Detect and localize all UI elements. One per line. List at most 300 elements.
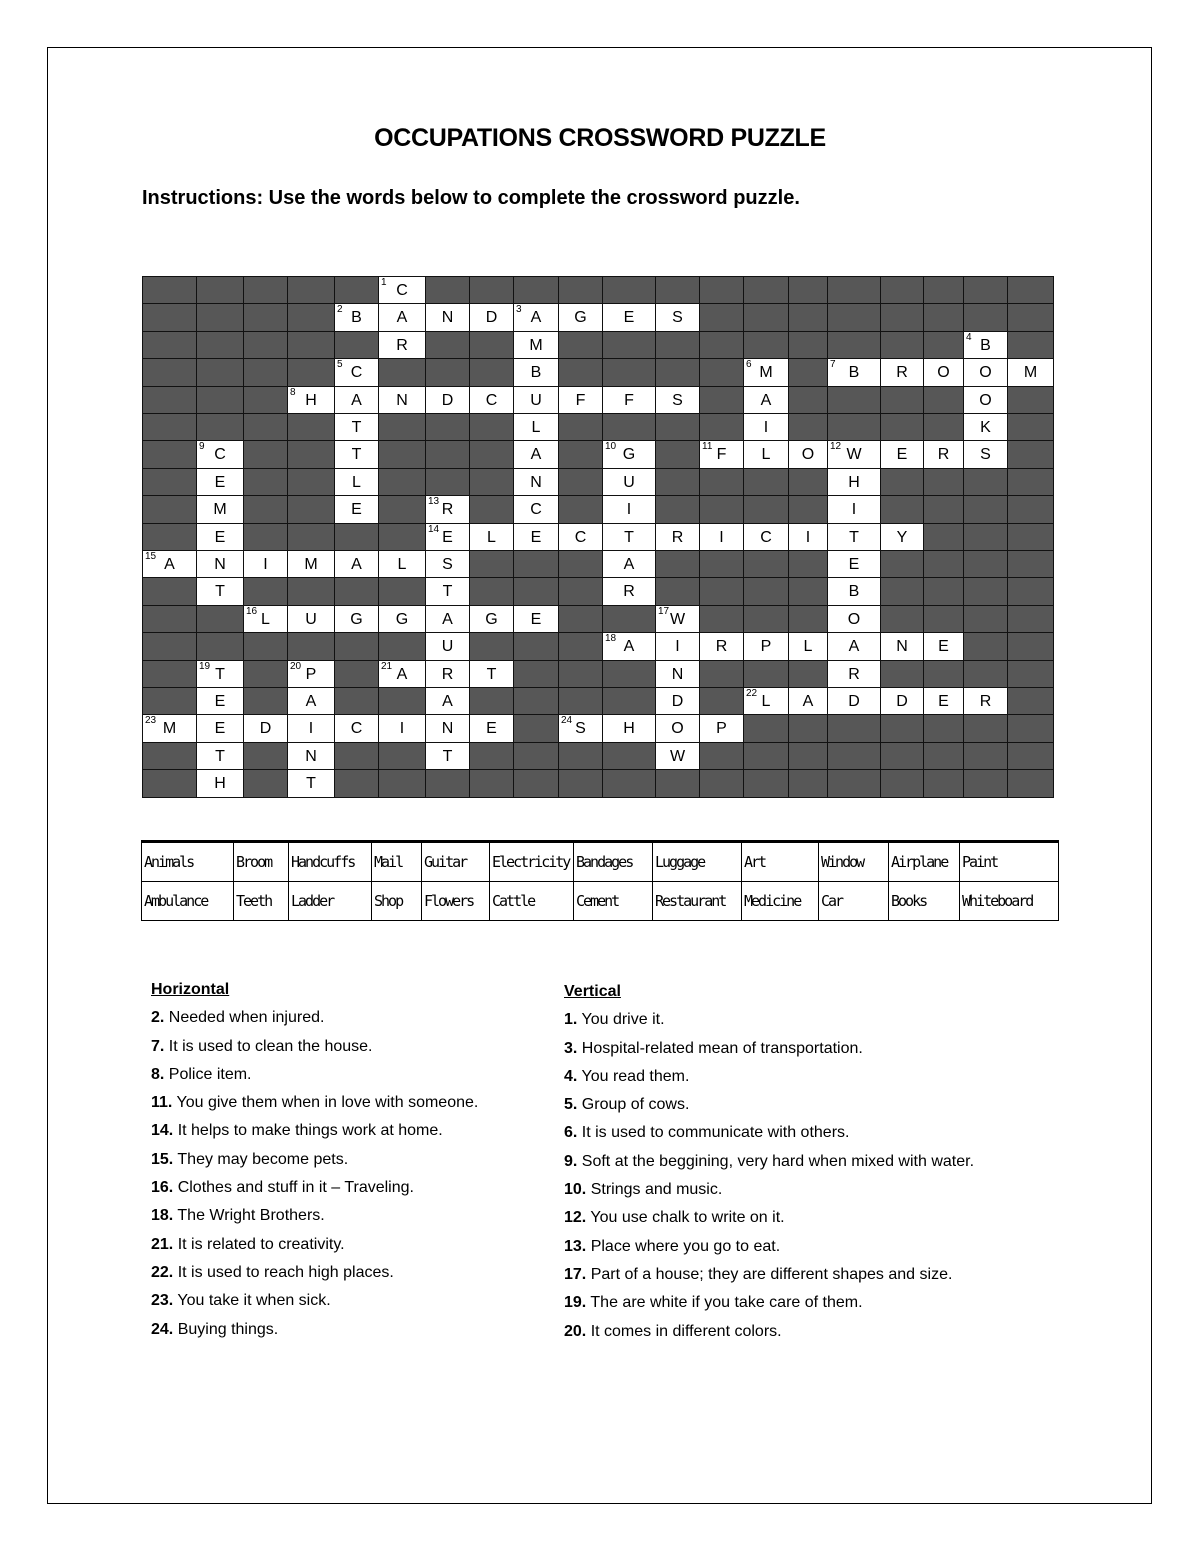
cell-letter: S bbox=[575, 720, 586, 738]
clue-number: 22 bbox=[746, 688, 758, 699]
grid-cell[interactable] bbox=[558, 386, 603, 414]
grid-cell[interactable] bbox=[513, 331, 559, 359]
grid-cell[interactable] bbox=[923, 358, 964, 386]
grid-cell[interactable] bbox=[287, 550, 335, 578]
clue-item bbox=[564, 1006, 1124, 1034]
grid-cell[interactable] bbox=[655, 742, 700, 770]
grid-cell-blocked bbox=[287, 523, 335, 551]
word-bank-word: Flowers bbox=[422, 882, 490, 921]
grid-cell[interactable] bbox=[827, 468, 881, 496]
grid-cell-blocked bbox=[963, 605, 1008, 633]
cell-letter: E bbox=[214, 473, 226, 491]
grid-cell-blocked bbox=[378, 440, 426, 468]
clue-item bbox=[151, 1202, 531, 1230]
grid-cell-blocked bbox=[378, 577, 426, 605]
instructions: Instructions: Use the words below to complete the crossword puzzle. bbox=[142, 187, 800, 209]
grid-cell-blocked bbox=[469, 358, 514, 386]
grid-cell[interactable] bbox=[425, 714, 470, 742]
cell-letter: I bbox=[719, 528, 724, 546]
grid-cell[interactable] bbox=[558, 714, 603, 742]
grid-cell[interactable] bbox=[743, 632, 789, 660]
cell-letter: I bbox=[763, 419, 769, 436]
grid-cell[interactable] bbox=[743, 523, 789, 551]
grid-cell-blocked bbox=[378, 742, 426, 770]
grid-cell[interactable] bbox=[513, 523, 559, 551]
word-bank-word: Cattle bbox=[490, 882, 574, 921]
grid-cell[interactable] bbox=[378, 550, 426, 578]
cell-letter: D bbox=[485, 309, 498, 327]
grid-cell-blocked bbox=[743, 605, 789, 633]
grid-cell[interactable] bbox=[378, 660, 426, 688]
clue-number-label: 21. bbox=[151, 1235, 174, 1253]
grid-cell[interactable] bbox=[142, 550, 197, 578]
cell-letter: O bbox=[671, 720, 684, 738]
grid-cell[interactable] bbox=[880, 358, 924, 386]
grid-cell-blocked bbox=[142, 331, 197, 359]
grid-cell[interactable] bbox=[513, 440, 559, 468]
grid-cell[interactable] bbox=[196, 769, 244, 797]
grid-cell[interactable] bbox=[425, 687, 470, 715]
grid-cell[interactable] bbox=[196, 660, 244, 688]
clue-number-label: 15. bbox=[151, 1150, 174, 1168]
grid-cell[interactable] bbox=[425, 523, 470, 551]
cell-letter: L bbox=[397, 556, 407, 573]
grid-cell[interactable] bbox=[196, 550, 244, 578]
grid-cell-blocked bbox=[558, 742, 603, 770]
cell-letter: A bbox=[530, 446, 542, 464]
grid-cell[interactable] bbox=[469, 303, 514, 331]
word-bank-word: Art bbox=[742, 842, 819, 882]
grid-cell-blocked bbox=[1007, 742, 1054, 770]
grid-cell-blocked bbox=[287, 577, 335, 605]
grid-cell-blocked bbox=[425, 440, 470, 468]
clue-text: The Wright Brothers. bbox=[173, 1207, 325, 1225]
grid-cell[interactable] bbox=[378, 605, 426, 633]
grid-cell-blocked bbox=[788, 303, 828, 331]
cell-letter: D bbox=[441, 391, 454, 409]
clue-item bbox=[564, 1318, 1124, 1346]
grid-cell-blocked bbox=[963, 632, 1008, 660]
grid-cell[interactable] bbox=[425, 303, 470, 331]
cell-letter: L bbox=[531, 419, 541, 436]
cell-letter: O bbox=[801, 446, 815, 464]
grid-cell-blocked bbox=[1007, 276, 1054, 304]
grid-cell[interactable] bbox=[602, 714, 656, 742]
grid-cell-blocked bbox=[827, 714, 881, 742]
cell-letter: A bbox=[351, 391, 362, 409]
grid-cell-blocked bbox=[334, 742, 379, 770]
grid-cell-blocked bbox=[513, 632, 559, 660]
grid-cell-blocked bbox=[513, 660, 559, 688]
grid-cell[interactable] bbox=[788, 687, 828, 715]
grid-cell-blocked bbox=[469, 495, 514, 523]
grid-cell[interactable] bbox=[602, 495, 656, 523]
grid-cell[interactable] bbox=[655, 523, 700, 551]
grid-cell-blocked bbox=[243, 413, 288, 441]
grid-cell-blocked bbox=[513, 276, 559, 304]
grid-cell[interactable] bbox=[699, 523, 744, 551]
grid-cell[interactable] bbox=[923, 687, 964, 715]
grid-cell[interactable] bbox=[655, 605, 700, 633]
grid-cell[interactable] bbox=[827, 660, 881, 688]
grid-cell[interactable] bbox=[196, 742, 244, 770]
grid-cell[interactable] bbox=[334, 495, 379, 523]
grid-cell[interactable] bbox=[243, 605, 288, 633]
grid-cell[interactable] bbox=[602, 632, 656, 660]
grid-cell[interactable] bbox=[513, 605, 559, 633]
grid-cell[interactable] bbox=[196, 714, 244, 742]
clue-number: 20 bbox=[290, 660, 302, 672]
grid-cell[interactable] bbox=[827, 605, 881, 633]
grid-cell-blocked bbox=[880, 550, 924, 578]
grid-cell[interactable] bbox=[743, 440, 789, 468]
grid-cell[interactable] bbox=[602, 550, 656, 578]
grid-cell[interactable] bbox=[743, 386, 789, 414]
grid-cell[interactable] bbox=[334, 303, 379, 331]
grid-cell[interactable] bbox=[827, 632, 881, 660]
word-bank-word: Medicine bbox=[742, 882, 819, 921]
clue-text: Soft at the beggining, very hard when mixed with water. bbox=[577, 1152, 975, 1170]
grid-cell[interactable] bbox=[334, 714, 379, 742]
clue-number-label: 3. bbox=[564, 1039, 578, 1057]
cell-letter: T bbox=[215, 747, 225, 765]
grid-cell-blocked bbox=[880, 468, 924, 496]
grid-cell[interactable] bbox=[196, 523, 244, 551]
cell-letter: D bbox=[896, 693, 908, 710]
grid-cell-blocked bbox=[827, 742, 881, 770]
grid-cell[interactable] bbox=[880, 632, 924, 660]
grid-cell[interactable] bbox=[425, 577, 470, 605]
grid-cell-blocked bbox=[880, 303, 924, 331]
cell-letter: G bbox=[574, 309, 587, 327]
grid-cell-blocked bbox=[602, 605, 656, 633]
grid-cell[interactable] bbox=[963, 687, 1008, 715]
cell-letter: A bbox=[848, 638, 860, 656]
grid-cell-blocked bbox=[743, 495, 789, 523]
grid-cell[interactable] bbox=[827, 687, 881, 715]
grid-cell-blocked bbox=[334, 276, 379, 304]
word-bank-word: Window bbox=[819, 842, 889, 882]
cell-letter: N bbox=[530, 473, 542, 491]
grid-cell[interactable] bbox=[513, 358, 559, 386]
grid-cell[interactable] bbox=[196, 495, 244, 523]
grid-cell[interactable] bbox=[963, 440, 1008, 468]
cell-letter: A bbox=[530, 309, 542, 327]
cell-letter: N bbox=[305, 747, 317, 765]
grid-cell[interactable] bbox=[558, 523, 603, 551]
grid-cell-blocked bbox=[1007, 331, 1054, 359]
grid-cell[interactable] bbox=[196, 687, 244, 715]
cell-letter: N bbox=[671, 665, 684, 683]
grid-cell-blocked bbox=[655, 331, 700, 359]
grid-cell-blocked bbox=[743, 550, 789, 578]
grid-cell[interactable] bbox=[378, 303, 426, 331]
grid-cell[interactable] bbox=[788, 440, 828, 468]
cell-letter: A bbox=[442, 693, 453, 710]
grid-cell-blocked bbox=[923, 468, 964, 496]
grid-cell[interactable] bbox=[655, 660, 700, 688]
grid-cell[interactable] bbox=[1007, 358, 1054, 386]
grid-cell[interactable] bbox=[827, 440, 881, 468]
grid-cell[interactable] bbox=[425, 742, 470, 770]
grid-cell[interactable] bbox=[287, 714, 335, 742]
grid-cell[interactable] bbox=[880, 687, 924, 715]
grid-cell[interactable] bbox=[743, 413, 789, 441]
grid-cell[interactable] bbox=[334, 413, 379, 441]
grid-cell[interactable] bbox=[469, 660, 514, 688]
grid-cell[interactable] bbox=[655, 632, 700, 660]
clue-text: It is used to reach high places. bbox=[173, 1263, 394, 1281]
grid-cell[interactable] bbox=[602, 386, 656, 414]
word-bank-word: Restaurant bbox=[653, 882, 742, 921]
grid-cell[interactable] bbox=[827, 523, 881, 551]
grid-cell[interactable] bbox=[334, 386, 379, 414]
grid-cell[interactable] bbox=[287, 605, 335, 633]
cell-letter: E bbox=[214, 528, 226, 546]
grid-cell-blocked bbox=[287, 495, 335, 523]
grid-cell-blocked bbox=[513, 550, 559, 578]
clue-number-label: 1. bbox=[564, 1011, 578, 1029]
grid-cell[interactable] bbox=[655, 386, 700, 414]
grid-cell[interactable] bbox=[243, 550, 288, 578]
grid-cell-blocked bbox=[923, 742, 964, 770]
grid-cell[interactable] bbox=[923, 440, 964, 468]
clue-number-label: 23. bbox=[151, 1292, 174, 1310]
cell-letter: M bbox=[213, 501, 227, 519]
grid-cell[interactable] bbox=[880, 440, 924, 468]
grid-cell[interactable] bbox=[963, 386, 1008, 414]
grid-cell[interactable] bbox=[513, 495, 559, 523]
grid-cell[interactable] bbox=[602, 440, 656, 468]
grid-cell[interactable] bbox=[827, 358, 881, 386]
grid-cell-blocked bbox=[378, 687, 426, 715]
grid-cell[interactable] bbox=[334, 468, 379, 496]
grid-cell-blocked bbox=[963, 660, 1008, 688]
grid-cell-blocked bbox=[243, 440, 288, 468]
grid-cell[interactable] bbox=[602, 577, 656, 605]
grid-cell-blocked bbox=[334, 687, 379, 715]
cell-letter: M bbox=[1023, 364, 1038, 382]
grid-cell[interactable] bbox=[287, 769, 335, 797]
grid-cell-blocked bbox=[196, 303, 244, 331]
cell-letter: T bbox=[442, 747, 453, 765]
grid-cell[interactable] bbox=[699, 440, 744, 468]
grid-cell-blocked bbox=[513, 687, 559, 715]
cell-letter: U bbox=[530, 391, 542, 409]
grid-cell[interactable] bbox=[334, 605, 379, 633]
grid-cell-blocked bbox=[196, 605, 244, 633]
cell-letter: R bbox=[671, 528, 684, 546]
cell-letter: P bbox=[716, 720, 727, 738]
grid-cell[interactable] bbox=[963, 331, 1008, 359]
horizontal-clues bbox=[151, 976, 531, 1344]
clue-number: 10 bbox=[605, 441, 617, 453]
grid-cell[interactable] bbox=[378, 714, 426, 742]
grid-cell-blocked bbox=[788, 495, 828, 523]
cell-letter: A bbox=[623, 556, 635, 573]
grid-cell[interactable] bbox=[378, 386, 426, 414]
grid-cell[interactable] bbox=[743, 358, 789, 386]
grid-cell-blocked bbox=[469, 331, 514, 359]
word-bank-word: Electricity bbox=[490, 842, 574, 882]
grid-cell[interactable] bbox=[425, 660, 470, 688]
grid-cell-blocked bbox=[1007, 632, 1054, 660]
grid-cell[interactable] bbox=[469, 605, 514, 633]
grid-cell-blocked bbox=[743, 660, 789, 688]
grid-cell[interactable] bbox=[196, 577, 244, 605]
grid-cell[interactable] bbox=[602, 468, 656, 496]
grid-cell[interactable] bbox=[880, 523, 924, 551]
grid-cell[interactable] bbox=[334, 440, 379, 468]
grid-cell[interactable] bbox=[655, 687, 700, 715]
clue-number: 7 bbox=[830, 359, 836, 371]
grid-cell-blocked bbox=[880, 386, 924, 414]
grid-cell[interactable] bbox=[334, 550, 379, 578]
cell-letter: L bbox=[352, 473, 361, 491]
grid-cell[interactable] bbox=[142, 714, 197, 742]
cell-letter: E bbox=[938, 638, 949, 656]
grid-cell[interactable] bbox=[827, 550, 881, 578]
grid-cell[interactable] bbox=[469, 386, 514, 414]
clue-number: 17 bbox=[658, 605, 670, 617]
cell-letter: Y bbox=[896, 528, 908, 546]
grid-cell-blocked bbox=[699, 331, 744, 359]
clue-number-label: 19. bbox=[564, 1294, 587, 1312]
clue-item bbox=[564, 1091, 1124, 1119]
grid-cell-blocked bbox=[469, 742, 514, 770]
cell-letter: R bbox=[441, 501, 454, 519]
grid-cell[interactable] bbox=[743, 687, 789, 715]
grid-cell-blocked bbox=[655, 550, 700, 578]
grid-cell-blocked bbox=[880, 605, 924, 633]
grid-cell-blocked bbox=[425, 331, 470, 359]
grid-cell[interactable] bbox=[469, 714, 514, 742]
cell-letter: A bbox=[305, 693, 317, 710]
grid-cell-blocked bbox=[743, 742, 789, 770]
clue-item bbox=[151, 1174, 531, 1202]
clue-number: 21 bbox=[381, 660, 393, 672]
clue-item bbox=[151, 1089, 531, 1117]
clue-number-label: 5. bbox=[564, 1096, 578, 1114]
grid-cell-blocked bbox=[334, 331, 379, 359]
cell-letter: S bbox=[980, 446, 991, 464]
grid-cell[interactable] bbox=[788, 632, 828, 660]
grid-cell[interactable] bbox=[699, 714, 744, 742]
grid-cell[interactable] bbox=[196, 468, 244, 496]
grid-cell-blocked bbox=[196, 358, 244, 386]
grid-cell[interactable] bbox=[655, 714, 700, 742]
cell-letter: I bbox=[308, 720, 314, 738]
grid-cell[interactable] bbox=[334, 358, 379, 386]
grid-cell[interactable] bbox=[923, 632, 964, 660]
grid-cell[interactable] bbox=[378, 331, 426, 359]
clue-number: 3 bbox=[516, 304, 522, 316]
grid-cell-blocked bbox=[142, 468, 197, 496]
grid-cell[interactable] bbox=[243, 714, 288, 742]
grid-cell[interactable] bbox=[513, 386, 559, 414]
cell-letter: B bbox=[848, 583, 860, 601]
grid-cell[interactable] bbox=[788, 523, 828, 551]
grid-cell-blocked bbox=[243, 632, 288, 660]
word-bank-word: Luggage bbox=[653, 842, 742, 882]
grid-cell[interactable] bbox=[425, 605, 470, 633]
clue-text: Group of cows. bbox=[577, 1096, 690, 1114]
grid-cell[interactable] bbox=[602, 523, 656, 551]
grid-cell-blocked bbox=[378, 495, 426, 523]
grid-cell-blocked bbox=[1007, 714, 1054, 742]
grid-cell[interactable] bbox=[513, 303, 559, 331]
grid-cell[interactable] bbox=[287, 687, 335, 715]
grid-cell[interactable] bbox=[378, 276, 426, 304]
grid-cell[interactable] bbox=[425, 386, 470, 414]
grid-cell-blocked bbox=[602, 331, 656, 359]
grid-cell[interactable] bbox=[963, 413, 1008, 441]
grid-cell[interactable] bbox=[425, 550, 470, 578]
cell-letter: E bbox=[214, 693, 226, 710]
grid-cell[interactable] bbox=[558, 303, 603, 331]
grid-cell-blocked bbox=[1007, 413, 1054, 441]
grid-cell-blocked bbox=[558, 660, 603, 688]
grid-cell-blocked bbox=[287, 468, 335, 496]
grid-cell[interactable] bbox=[699, 632, 744, 660]
cell-letter: A bbox=[802, 693, 814, 710]
grid-cell[interactable] bbox=[425, 632, 470, 660]
grid-cell[interactable] bbox=[425, 495, 470, 523]
grid-cell-blocked bbox=[963, 714, 1008, 742]
grid-cell-blocked bbox=[558, 331, 603, 359]
grid-cell[interactable] bbox=[287, 386, 335, 414]
grid-cell[interactable] bbox=[602, 303, 656, 331]
grid-cell-blocked bbox=[602, 769, 656, 797]
word-bank-word: Ladder bbox=[289, 882, 372, 921]
grid-cell-blocked bbox=[1007, 303, 1054, 331]
grid-cell-blocked bbox=[743, 769, 789, 797]
clue-number: 2 bbox=[337, 304, 343, 316]
grid-cell-blocked bbox=[1007, 550, 1054, 578]
word-bank-row bbox=[142, 842, 1059, 882]
grid-cell[interactable] bbox=[513, 468, 559, 496]
grid-cell[interactable] bbox=[655, 303, 700, 331]
grid-cell-blocked bbox=[880, 276, 924, 304]
grid-cell-blocked bbox=[699, 687, 744, 715]
grid-cell[interactable] bbox=[513, 413, 559, 441]
clue-number-label: 17. bbox=[564, 1265, 587, 1283]
grid-cell-blocked bbox=[655, 413, 700, 441]
grid-cell-blocked bbox=[469, 577, 514, 605]
grid-cell[interactable] bbox=[287, 742, 335, 770]
grid-cell[interactable] bbox=[196, 440, 244, 468]
clue-number: 18 bbox=[605, 633, 617, 645]
grid-cell[interactable] bbox=[827, 577, 881, 605]
clue-number: 14 bbox=[428, 523, 440, 535]
clue-number-label: 4. bbox=[564, 1067, 578, 1085]
cell-letter: E bbox=[486, 720, 497, 738]
cell-letter: F bbox=[624, 391, 634, 409]
grid-cell[interactable] bbox=[287, 660, 335, 688]
grid-cell[interactable] bbox=[827, 495, 881, 523]
cell-letter: P bbox=[760, 638, 772, 656]
clue-number: 19 bbox=[199, 660, 211, 672]
clue-text: Place where you go to eat. bbox=[586, 1237, 781, 1255]
clue-item bbox=[151, 1004, 531, 1032]
clue-number: 16 bbox=[246, 605, 258, 617]
word-bank-word: Ambulance bbox=[142, 882, 234, 921]
grid-cell[interactable] bbox=[469, 523, 514, 551]
grid-cell-blocked bbox=[425, 413, 470, 441]
grid-cell-blocked bbox=[699, 577, 744, 605]
grid-cell[interactable] bbox=[963, 358, 1008, 386]
cell-letter: T bbox=[351, 419, 362, 436]
